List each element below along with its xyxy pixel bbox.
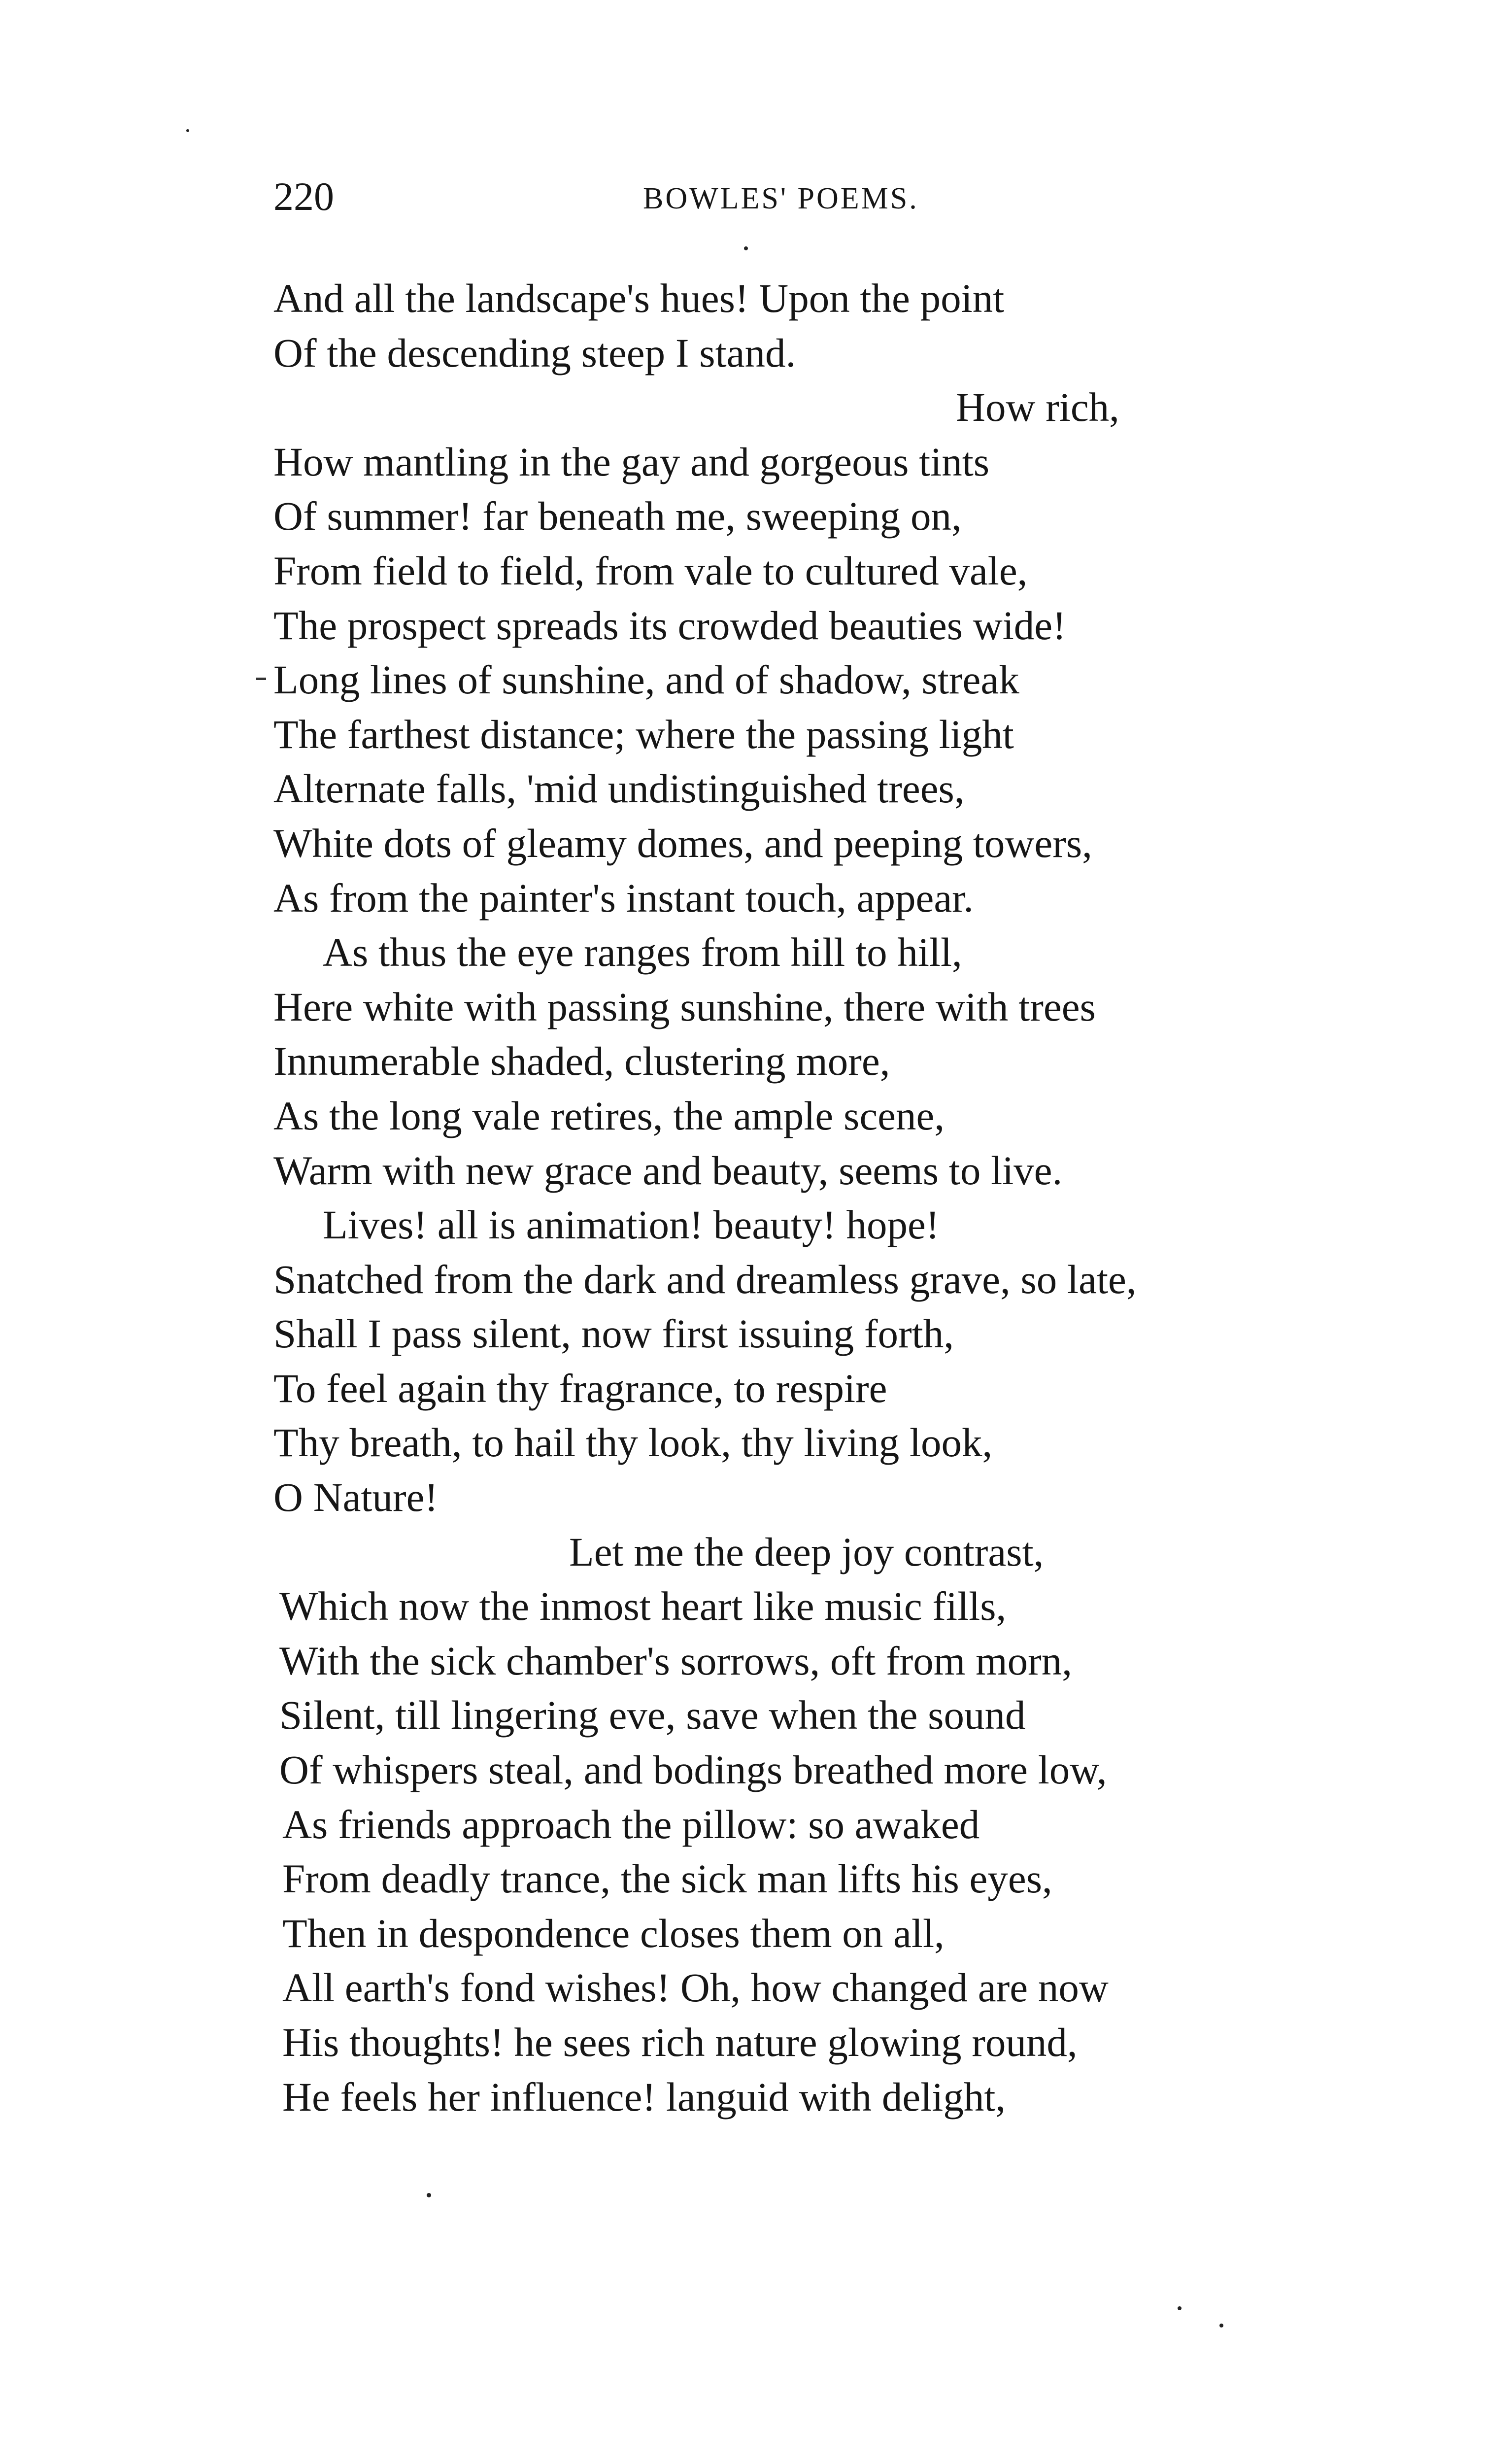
poem-line: As the long vale retires, the ample scene, <box>273 1093 945 1138</box>
poem-line: Shall I pass silent, now first issuing forth, <box>273 1311 954 1357</box>
poem-line: Lives! all is animation! beauty! hope! <box>323 1202 940 1248</box>
poem-line: White dots of gleamy domes, and peeping towers, <box>273 820 1092 866</box>
poem-line: Here white with passing sunshine, there with trees <box>273 984 1096 1029</box>
poem-line: From field to field, from vale to cultured vale, <box>273 548 1028 593</box>
poem-line: As from the painter's instant touch, appear. <box>273 875 974 921</box>
poem-line: Let me the deep joy contrast, <box>569 1529 1044 1574</box>
poem-line: To feel again thy fragrance, to respire <box>273 1365 887 1411</box>
scan-speck <box>427 2193 431 2197</box>
scan-speck <box>256 678 266 680</box>
poem-line: Silent, till lingering eve, save when the sound <box>279 1692 1026 1738</box>
poem-line: Of the descending steep I stand. <box>273 330 796 376</box>
poem-line: Alternate falls, 'mid undistinguished trees, <box>273 766 965 812</box>
page-number: 220 <box>273 174 334 219</box>
scan-speck <box>744 246 748 250</box>
poem-line: Then in despondence closes them on all, <box>282 1910 945 1956</box>
poem-line: Of summer! far beneath me, sweeping on, <box>273 493 962 539</box>
running-head: BOWLES' POEMS. <box>643 182 919 215</box>
poem-line: How mantling in the gay and gorgeous tints <box>273 439 990 484</box>
poem-line: With the sick chamber's sorrows, oft from morn, <box>279 1638 1073 1683</box>
poem-line: And all the landscape's hues! Upon the point <box>273 275 1005 321</box>
scan-speck <box>1178 2306 1182 2310</box>
poem-line: Innumerable shaded, clustering more, <box>273 1038 890 1084</box>
poem-line: The prospect spreads its crowded beauties wide! <box>273 602 1066 648</box>
scan-speck <box>1219 2324 1223 2327</box>
poem-line: Snatched from the dark and dreamless grave, so late, <box>273 1256 1137 1302</box>
poem-line: Warm with new grace and beauty, seems to live. <box>273 1147 1063 1193</box>
poem-line: From deadly trance, the sick man lifts his eyes, <box>282 1856 1052 1902</box>
poem-line: Which now the inmost heart like music fills, <box>279 1583 1007 1629</box>
poem-line: O Nature! <box>273 1474 439 1520</box>
scan-speck <box>186 129 189 132</box>
poem-line: His thoughts! he sees rich nature glowing round, <box>282 2019 1078 2065</box>
poem-text <box>273 271 1308 2124</box>
poem-line: As friends approach the pillow: so awaked <box>282 1801 980 1847</box>
poem-line: He feels her influence! languid with delight, <box>282 2074 1006 2120</box>
poem-line: Thy breath, to hail thy look, thy living look, <box>273 1420 993 1466</box>
poem-line: All earth's fond wishes! Oh, how changed are now <box>282 1965 1109 2011</box>
poem-line: How rich, <box>956 384 1119 430</box>
poem-line: As thus the eye ranges from hill to hill, <box>323 929 962 975</box>
poem-line: Long lines of sunshine, and of shadow, streak <box>273 657 1019 703</box>
poem-line: Of whispers steal, and bodings breathed more low, <box>279 1747 1107 1793</box>
poem-line: The farthest distance; where the passing light <box>273 711 1014 757</box>
